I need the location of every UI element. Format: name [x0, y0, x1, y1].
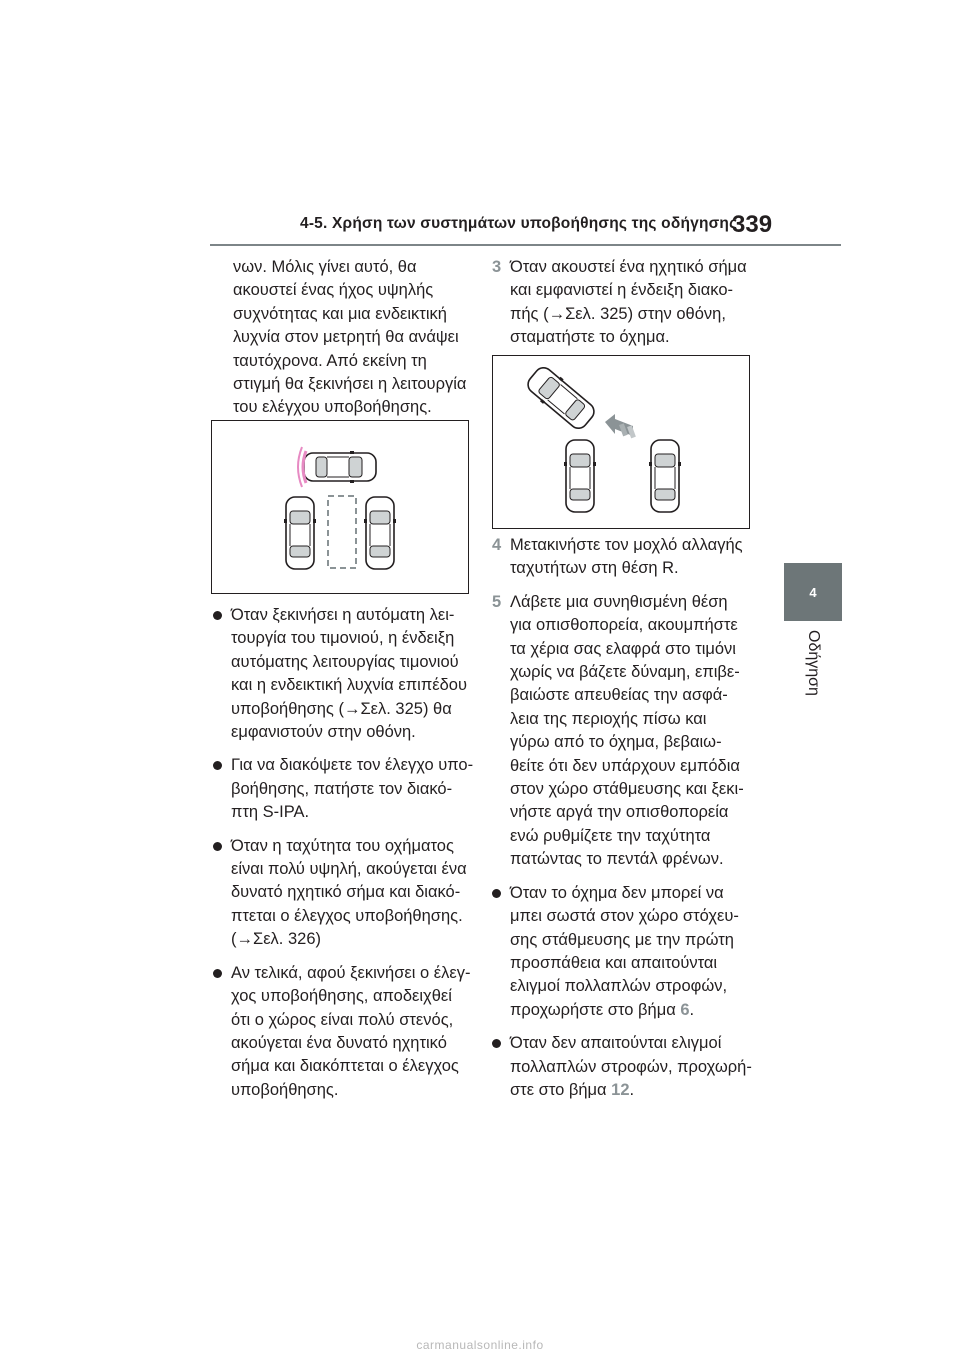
right-column-bottom: [492, 534, 756, 1112]
parked-car-right: [649, 440, 681, 512]
text-line: τουργία του τιμονιού, η ένδειξη: [231, 629, 455, 648]
page-number: 339: [732, 211, 773, 238]
text-line: [510, 1079, 756, 1102]
text-line: σταματήστε το όχημα.: [510, 328, 670, 347]
text-line: Όταν δεν απαιτούνται ελιγμοί: [510, 1034, 722, 1053]
text-span: προχωρήστε στο βήμα: [510, 1000, 681, 1019]
text-line: Όταν ακουστεί ένα ηχητικό σήμα: [510, 258, 747, 276]
text-line: ακουστεί ένας ήχος υψηλής: [233, 281, 434, 300]
text-span: στε στο βήμα: [510, 1080, 612, 1099]
sensor-wave: [298, 447, 302, 487]
text-line: Μετακινήστε τον μοχλό αλλαγής: [510, 536, 743, 554]
step-4: [492, 534, 756, 581]
text-line: θείτε ότι δεν υπάρχουν εμπόδια: [510, 756, 740, 775]
text-line: σης στάθμευσης με την πρώτη: [510, 930, 734, 949]
text-line: στιγμή θα ξεκινήσει η λειτουργία: [233, 375, 467, 394]
text-line: Όταν ξεκινήσει η αυτόματη λει-: [231, 606, 455, 624]
text-line: πατώντας το πεντάλ φρένων.: [510, 850, 724, 869]
text-line: υποβοήθησης.: [231, 1080, 339, 1099]
text-line: ενώ ρυθμίζετε την ταχύτητα: [510, 826, 711, 845]
text-line: πολλαπλών στροφών, προχωρή-: [510, 1057, 752, 1076]
chapter-tab: 4: [784, 563, 842, 621]
header-divider: [210, 244, 841, 246]
bullet-item: [492, 882, 756, 1022]
text-line: ακούγεται ένα δυνατό ηχητικό: [231, 1033, 447, 1052]
text-line: τα χέρια σας ελαφρά στο τιμόνι: [510, 639, 736, 658]
text-line: ταυτόχρονα. Από εκείνη τη: [233, 351, 427, 370]
target-parking-space: [328, 496, 356, 568]
step-reference: 6: [680, 1000, 690, 1019]
bullet-item: [213, 604, 477, 744]
text-span: .: [629, 1080, 635, 1099]
text-line: Για να διακόψετε τον έλεγχο υπο-: [231, 756, 474, 775]
text-line: υποβοήθησης (→Σελ. 325) θα: [231, 699, 452, 718]
bullet-dot: [492, 1039, 501, 1048]
parked-car-left: [284, 497, 316, 569]
bullet-item: [492, 1032, 756, 1102]
text-line: πτη S-IPA.: [231, 803, 310, 822]
intro-paragraph: [233, 256, 483, 420]
left-bullets: [213, 604, 477, 1112]
text-line: νων. Μόλις γίνει αυτό, θα: [233, 258, 417, 276]
bullet-dot: [213, 842, 222, 851]
text-line: βοήθησης, πατήστε τον διακό-: [231, 779, 453, 798]
text-line: του ελέγχου υποβοήθησης.: [233, 398, 432, 417]
chapter-label: Οδήγηση: [805, 630, 822, 696]
step-number: 5: [492, 592, 502, 611]
stop-position-svg: [493, 356, 749, 528]
text-span: .: [689, 1000, 695, 1019]
step-reference: 12: [611, 1080, 630, 1099]
text-line: χος υποβοήθησης, αποδειχθεί: [231, 987, 452, 1006]
parking-start-illustration: [211, 420, 469, 594]
text-line: για οπισθοπορεία, ακουμπήστε: [510, 616, 738, 635]
bullet-dot: [213, 611, 222, 620]
text-line: εμφανιστούν στην οθόνη.: [231, 723, 416, 742]
text-line: νήστε αργά την οπισθοπορεία: [510, 803, 729, 822]
text-line: αυτόματης λειτουργίας τιμονιού: [231, 652, 459, 671]
bullet-dot: [492, 889, 501, 898]
watermark: carmanualsonline.info: [416, 1338, 544, 1352]
section-title: 4-5. Χρήση των συστημάτων υποβοήθησης της οδήγησης: [300, 215, 738, 232]
step-number: 4: [492, 536, 502, 554]
text-line: Αν τελικά, αφού ξεκινήσει ο έλεγ-: [231, 963, 471, 982]
text-line: και εμφανιστεί η ένδειξη διακο-: [510, 281, 733, 300]
text-line: μπει σωστά στον χώρο στόχευ-: [510, 907, 739, 926]
text-line: ελιγμοί πολλαπλών στροφών,: [510, 977, 728, 996]
bullet-item: [213, 835, 477, 952]
own-car: [304, 451, 376, 483]
bullet-dot: [213, 969, 222, 978]
step-5: [492, 591, 756, 872]
parked-car-left: [564, 440, 596, 512]
text-line: Όταν η ταχύτητα του οχήματος: [231, 836, 454, 855]
text-line: γύρω από το όχημα, βεβαιω-: [510, 733, 722, 752]
bullet-item: [213, 962, 477, 1102]
text-line: ότι ο χώρος είναι πολύ στενός,: [231, 1010, 454, 1029]
text-line: ταχυτήτων στη θέση R.: [510, 559, 679, 578]
reverse-arrow: [605, 414, 633, 436]
right-column-top: [492, 256, 756, 360]
text-line: (→Σελ. 326): [231, 930, 321, 949]
text-line: πής (→Σελ. 325) στην οθόνη,: [510, 304, 726, 323]
text-line: πτεται ο έλεγχος υποβοήθησης.: [231, 906, 463, 925]
text-line: λυχνία στον μετρητή θα ανάψει: [233, 328, 459, 347]
text-line: σήμα και διακόπτεται ο έλεγχος: [231, 1057, 459, 1076]
text-line: λεια της περιοχής πίσω και: [510, 709, 707, 728]
stop-position-illustration: [492, 355, 750, 529]
step-number: 3: [492, 258, 502, 276]
own-car-angled: [523, 363, 599, 434]
text-line: χωρίς να βάζετε δύναμη, επιβε-: [510, 663, 740, 682]
text-line: στον χώρο στάθμευσης και ξεκι-: [510, 780, 744, 799]
step-3: [492, 256, 756, 350]
parked-car-right: [364, 497, 396, 569]
bullet-dot: [213, 761, 222, 770]
text-line: βαιώστε απευθείας την ασφά-: [510, 686, 728, 705]
bullet-item: [213, 754, 477, 824]
text-line: [510, 999, 756, 1022]
text-line: και η ενδεικτική λυχνία επιπέδου: [231, 676, 467, 695]
text-line: δυνατό ηχητικό σήμα και διακό-: [231, 883, 461, 902]
text-line: είναι πολύ υψηλή, ακούγεται ένα: [231, 860, 467, 879]
parking-start-svg: [212, 421, 468, 593]
text-line: συχνότητας και μια ενδεικτική: [233, 304, 447, 323]
text-line: Λάβετε μια συνηθισμένη θέση: [510, 592, 728, 611]
text-line: προσπάθεια και απαιτούνται: [510, 953, 718, 972]
left-column: [233, 256, 483, 420]
text-line: Όταν το όχημα δεν μπορεί να: [510, 883, 724, 902]
